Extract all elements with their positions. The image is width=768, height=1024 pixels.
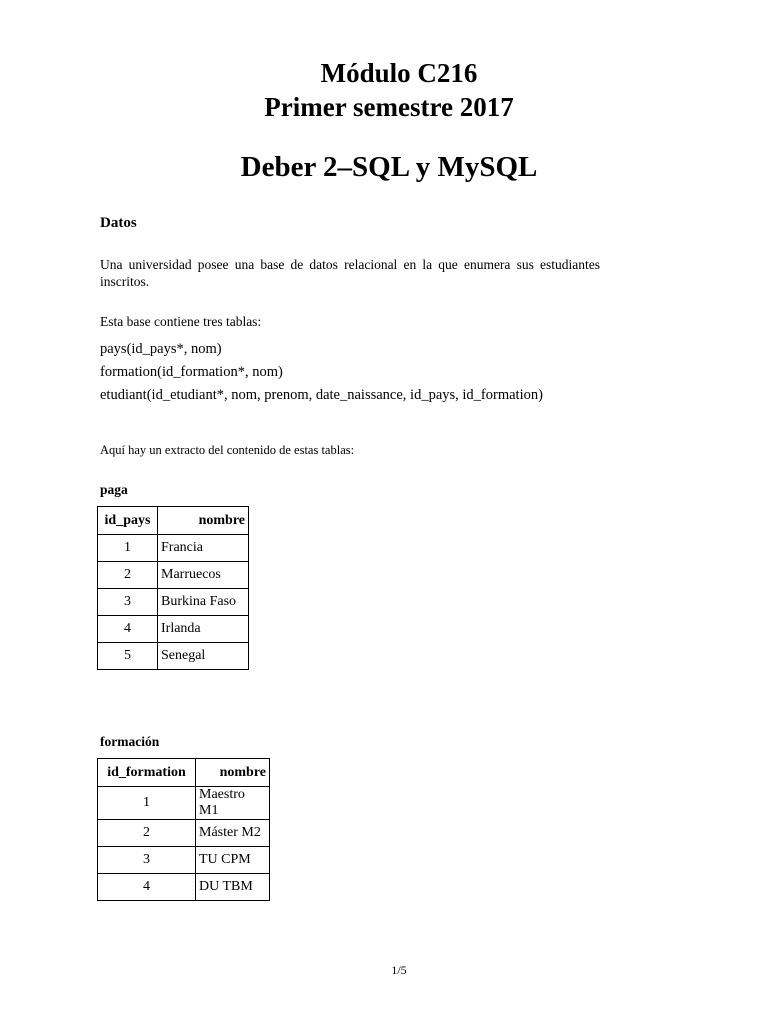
intro-paragraph: Una universidad posee una base de datos relacional en la que enumera sus estudiantes inscritos. bbox=[100, 257, 600, 289]
table-row bbox=[98, 874, 270, 901]
table-formation bbox=[97, 758, 270, 901]
table-pays-label: paga bbox=[100, 482, 128, 497]
extract-intro: Aquí hay un extracto del contenido de estas tablas: bbox=[100, 443, 355, 457]
column-header-id: id_formation bbox=[98, 759, 196, 787]
table-row bbox=[98, 535, 249, 562]
column-header-id: id_pays bbox=[98, 507, 158, 535]
cell-id: 4 bbox=[98, 616, 158, 643]
tables-intro: Esta base contiene tres tablas: bbox=[100, 314, 262, 329]
cell-name: Marruecos bbox=[158, 562, 249, 589]
page-number: 1/5 bbox=[391, 963, 407, 977]
table-row bbox=[98, 787, 270, 820]
table-row bbox=[98, 589, 249, 616]
table-row bbox=[98, 847, 270, 874]
cell-id: 4 bbox=[98, 874, 196, 901]
cell-name: TU CPM bbox=[196, 847, 270, 874]
cell-id: 1 bbox=[98, 787, 196, 820]
schema-line-etudiant: etudiant(id_etudiant*, nom, prenom, date_naissance, id_pays, id_formation) bbox=[100, 387, 543, 403]
table-row bbox=[98, 616, 249, 643]
table-header-row bbox=[98, 507, 249, 535]
cell-name: Máster M2 bbox=[196, 820, 270, 847]
cell-name: Burkina Faso bbox=[158, 589, 249, 616]
table-pays bbox=[97, 506, 249, 670]
cell-id: 1 bbox=[98, 535, 158, 562]
schema-line-pays: pays(id_pays*, nom) bbox=[100, 341, 222, 357]
cell-id: 3 bbox=[98, 847, 196, 874]
semester-title: Primer semestre 2017 bbox=[264, 92, 514, 122]
table-formation-label: formación bbox=[100, 734, 160, 749]
cell-name: DU TBM bbox=[196, 874, 270, 901]
cell-name: Francia bbox=[158, 535, 249, 562]
table-row bbox=[98, 820, 270, 847]
module-title: Módulo C216 bbox=[320, 58, 478, 88]
schema-line-formation: formation(id_formation*, nom) bbox=[100, 364, 283, 380]
table-header-row bbox=[98, 759, 270, 787]
cell-id: 2 bbox=[98, 562, 158, 589]
cell-name: Senegal bbox=[158, 643, 249, 670]
schema-list bbox=[100, 338, 543, 407]
cell-id: 3 bbox=[98, 589, 158, 616]
cell-name: Maestro M1 bbox=[196, 787, 270, 820]
cell-id: 5 bbox=[98, 643, 158, 670]
table-row bbox=[98, 562, 249, 589]
table-row bbox=[98, 643, 249, 670]
section-heading: Datos bbox=[100, 215, 137, 231]
assignment-title: Deber 2–SQL y MySQL bbox=[240, 151, 538, 183]
cell-id: 2 bbox=[98, 820, 196, 847]
cell-name: Irlanda bbox=[158, 616, 249, 643]
column-header-name: nombre bbox=[196, 759, 270, 787]
column-header-name: nombre bbox=[158, 507, 249, 535]
